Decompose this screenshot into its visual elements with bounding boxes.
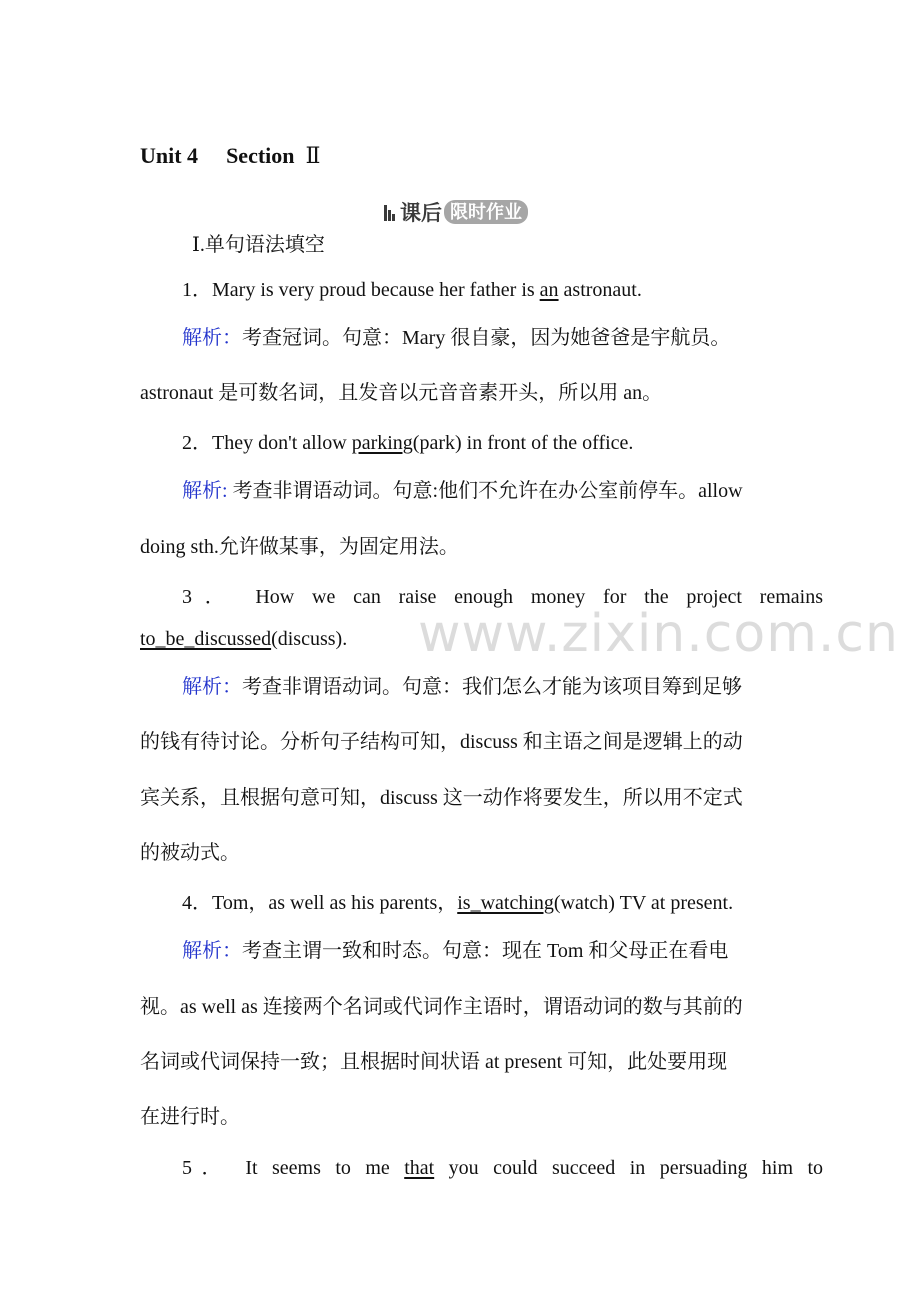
- watermark: www.zixin.com.cn: [418, 604, 899, 664]
- explanation-4-line-3: 名词或代词保持一致；且根据时间状语 at present 可知，此处要用现: [140, 1051, 728, 1073]
- explanation-2-line-1: 解析: 考查非谓语动词。句意:他们不允许在办公室前停车。allow: [182, 480, 743, 502]
- explanation-1-line-2: astronaut 是可数名词，且发音以元音音素开头，所以用 an。: [140, 382, 663, 404]
- answer-2: parking: [351, 432, 413, 454]
- unit-label: Unit 4: [140, 143, 199, 168]
- analysis-label: 解析：: [182, 676, 242, 698]
- section-roman: Ⅱ: [305, 143, 321, 168]
- bar-chart-icon: [384, 203, 396, 221]
- analysis-label: 解析：: [182, 940, 242, 962]
- explanation-2-line-2: doing sth.允许做某事，为固定用法。: [140, 536, 459, 558]
- explanation-3-line-3: 宾关系，且根据句意可知，discuss 这一动作将要发生，所以用不定式: [140, 787, 743, 809]
- explanation-4-line-2: 视。as well as 连接两个名词或代词作主语时，谓语动词的数与其前的: [140, 996, 743, 1018]
- question-3-line-1: 3． How we can raise enough money for the project remains: [182, 586, 823, 608]
- analysis-label: 解析：: [182, 327, 242, 349]
- section-label: Section: [226, 143, 295, 168]
- page-title: [140, 143, 781, 169]
- answer-4: is_watching: [457, 892, 554, 914]
- banner-text: 课后: [400, 201, 442, 225]
- homework-banner: [384, 197, 528, 227]
- question-4: 4．Tom，as well as his parents，is_watching(watch) TV at present.: [182, 892, 734, 914]
- answer-1: an: [539, 279, 559, 301]
- banner-pill: 限时作业: [444, 200, 528, 224]
- answer-5: that: [404, 1157, 435, 1179]
- question-5: 5． It seems to me that you could succeed in persuading him to: [182, 1157, 824, 1179]
- explanation-3-line-4: 的被动式。: [140, 842, 240, 864]
- analysis-label: 解析:: [182, 480, 228, 502]
- part-heading: Ⅰ.单句语法填空: [192, 234, 325, 256]
- question-2: 2．They don't allow parking(park) in front of the office.: [182, 432, 634, 454]
- question-3-line-2: to_be_discussed(discuss).: [140, 628, 348, 650]
- explanation-1-line-1: 解析：考查冠词。句意：Mary 很自豪，因为她爸爸是宇航员。: [182, 327, 731, 349]
- answer-3: to_be_discussed: [140, 628, 272, 650]
- explanation-3-line-1: 解析：考查非谓语动词。句意：我们怎么才能为该项目筹到足够: [182, 676, 742, 698]
- explanation-3-line-2: 的钱有待讨论。分析句子结构可知，discuss 和主语之间是逻辑上的动: [140, 731, 743, 753]
- explanation-4-line-4: 在进行时。: [140, 1106, 240, 1128]
- question-1: 1．Mary is very proud because her father is an astronaut.: [182, 279, 642, 301]
- explanation-4-line-1: 解析：考查主谓一致和时态。句意：现在 Tom 和父母正在看电: [182, 940, 729, 962]
